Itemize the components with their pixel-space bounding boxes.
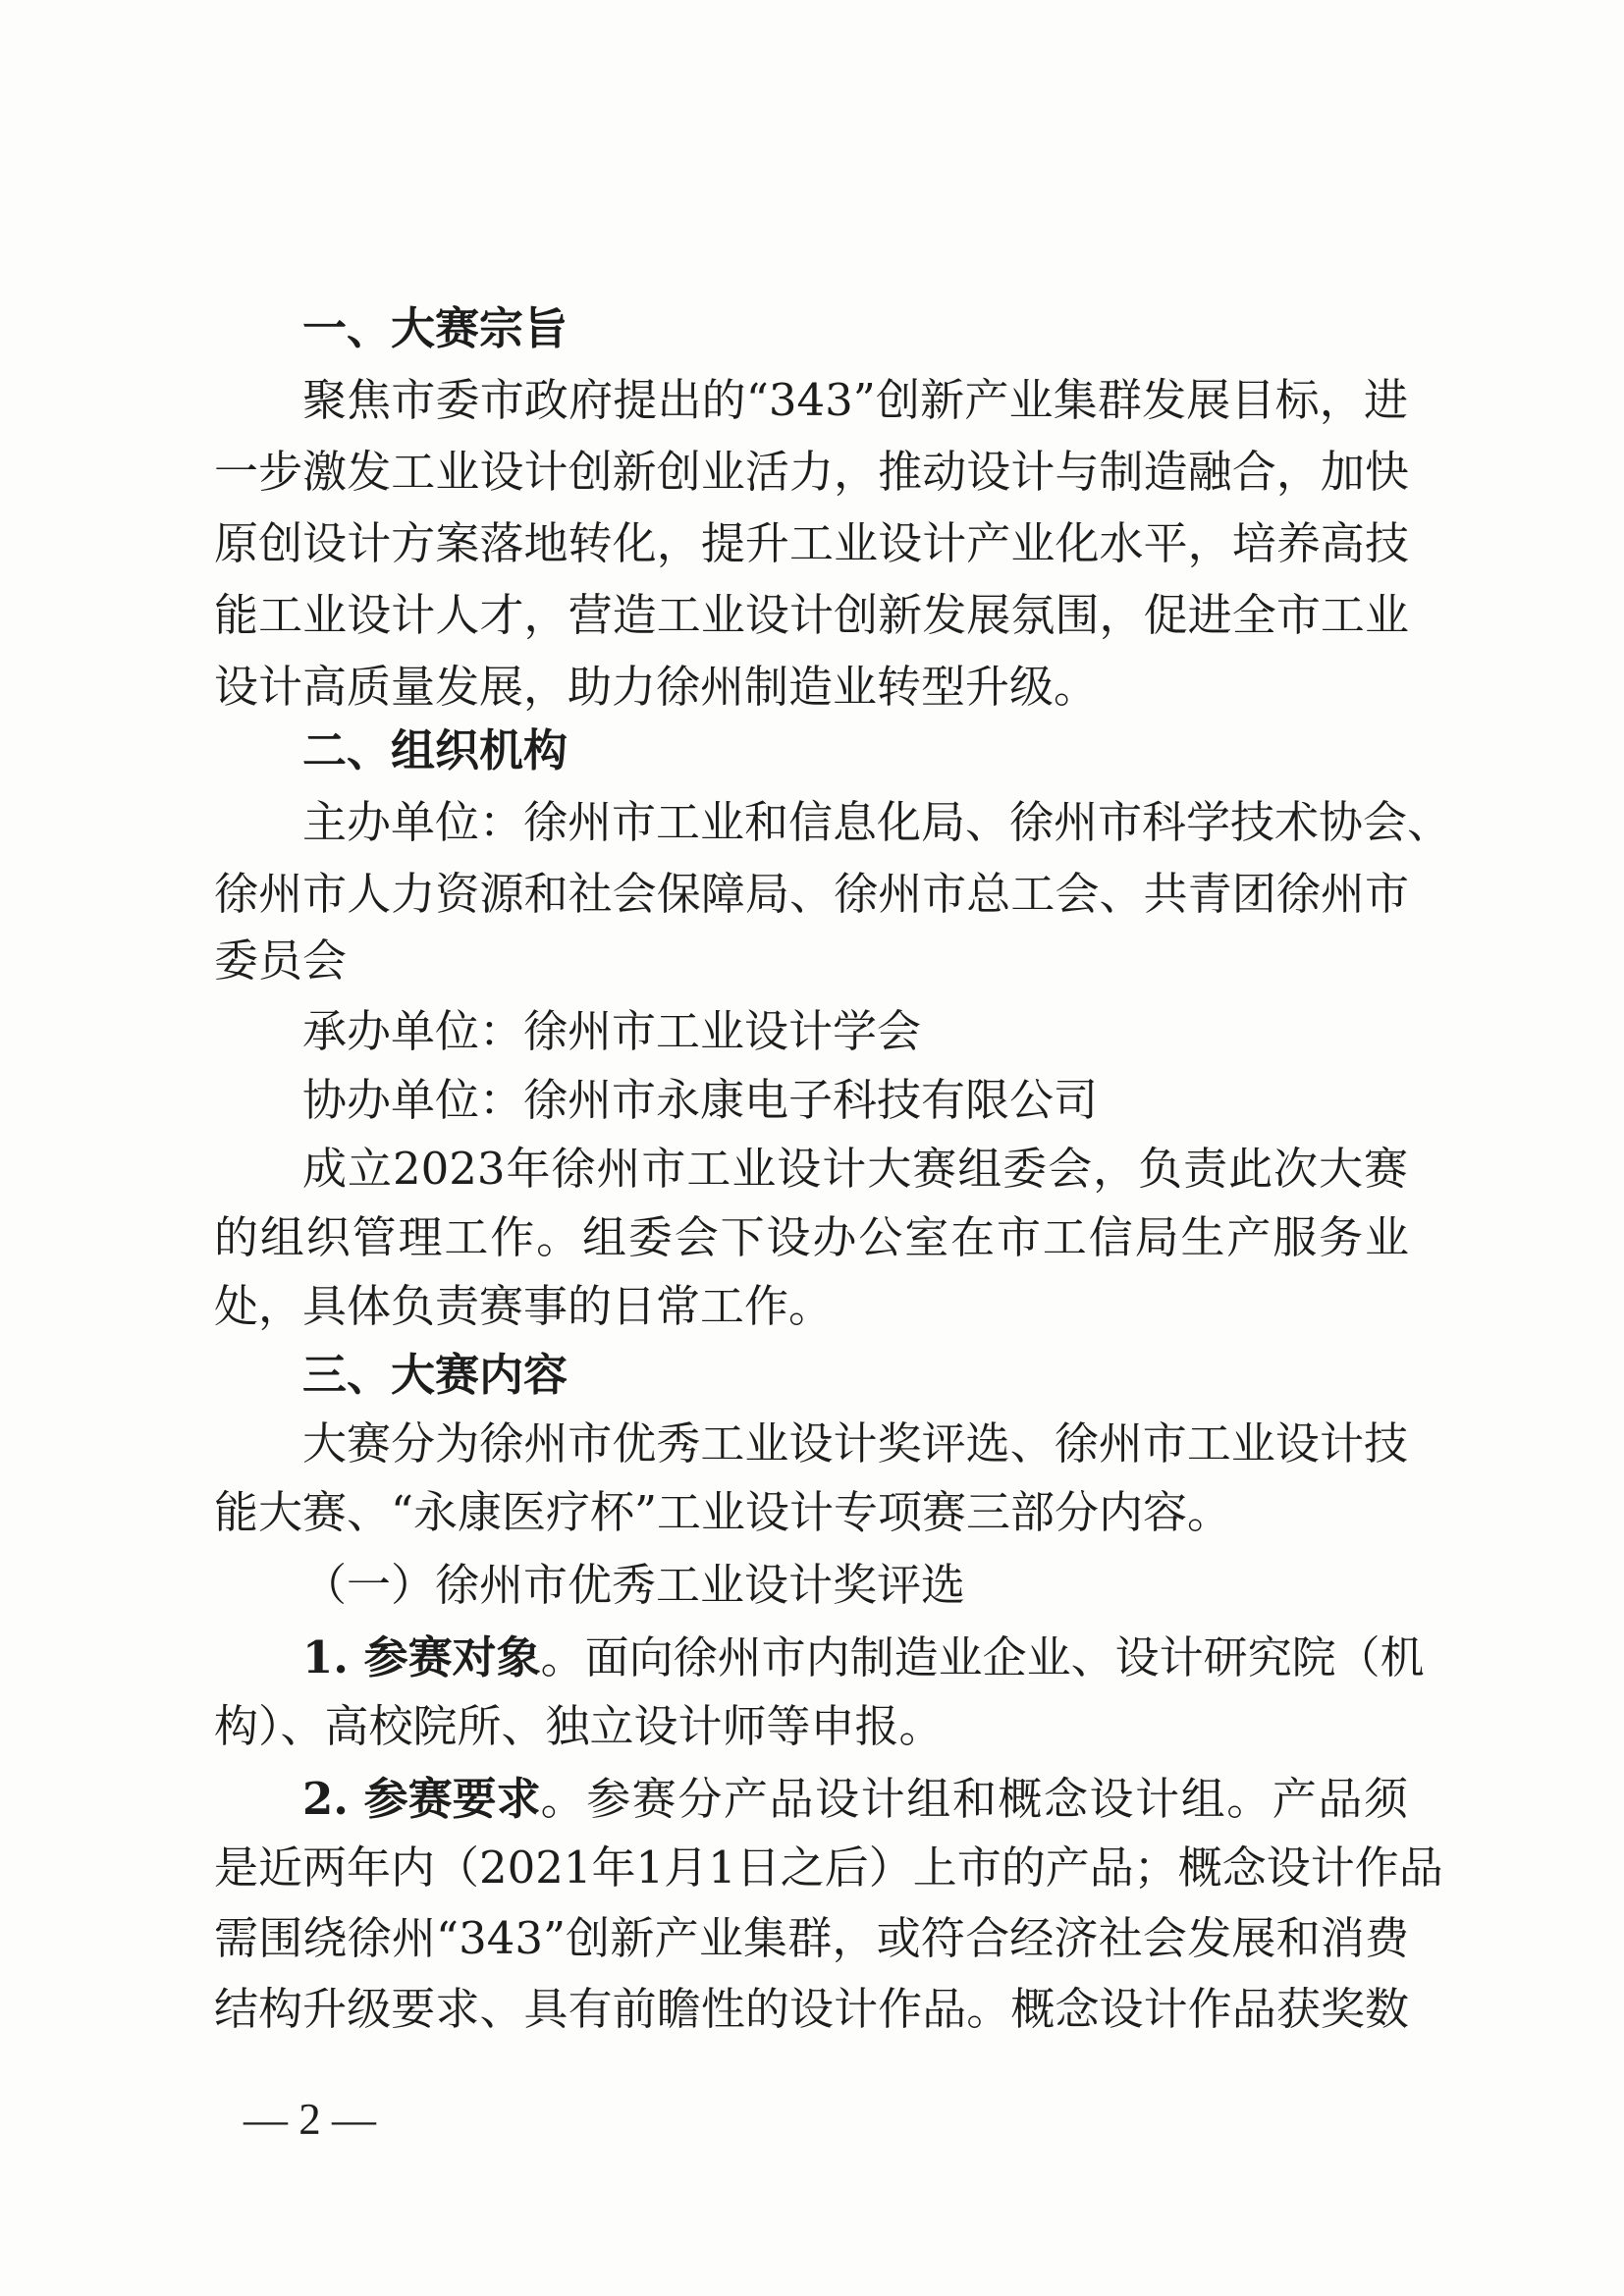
paragraph-line: 能工业设计人才，营造工业设计创新发展氛围，促进全市工业 <box>214 589 1409 641</box>
item-label: 1. 参赛对象 <box>302 1631 541 1683</box>
item-label: 2. 参赛要求 <box>302 1773 541 1825</box>
paragraph-line: 协办单位：徐州市永康电子科技有限公司 <box>302 1074 1099 1126</box>
paragraph-line: 一步激发工业设计创新创业活力，推动设计与制造融合，加快 <box>214 446 1409 498</box>
paragraph-line: 需围绕徐州“343”创新产业集群，或符合经济社会发展和消费 <box>214 1912 1409 1964</box>
paragraph-line: 主办单位：徐州市工业和信息化局、徐州市科学技术协会、 <box>302 796 1452 848</box>
item-text: 。参赛分产品设计组和概念设计组。产品须 <box>540 1773 1408 1825</box>
paragraph-line: 处，具体负责赛事的日常工作。 <box>214 1280 834 1332</box>
paragraph-line: 的组织管理工作。组委会下设办公室在市工信局生产服务业 <box>214 1211 1409 1263</box>
paragraph-line: 徐州市人力资源和社会保障局、徐州市总工会、共青团徐州市 <box>214 868 1409 920</box>
paragraph-line: 原创设计方案落地转化，提升工业设计产业化水平，培养高技 <box>214 517 1409 569</box>
paragraph-line: 成立2023年徐州市工业设计大赛组委会，负责此次大赛 <box>302 1143 1408 1195</box>
page-number: — 2 — <box>244 2095 376 2144</box>
paragraph-line: 大赛分为徐州市优秀工业设计奖评选、徐州市工业设计技 <box>302 1417 1408 1469</box>
item-text: 。面向徐州市内制造业企业、设计研究院（机 <box>540 1631 1425 1683</box>
section-heading: 二、组织机构 <box>302 724 568 776</box>
section-heading: 三、大赛内容 <box>302 1349 568 1401</box>
item-line <box>0 1765 1624 1834</box>
section-heading: 一、大赛宗旨 <box>302 302 568 354</box>
paragraph-line: 委员会 <box>214 934 348 987</box>
paragraph-line: 结构升级要求、具有前瞻性的设计作品。概念设计作品获奖数 <box>214 1983 1409 2035</box>
paragraph-line: 构）、高校院所、独立设计师等申报。 <box>214 1700 944 1752</box>
paragraph-line: 承办单位：徐州市工业设计学会 <box>302 1005 922 1057</box>
paragraph-line: 能大赛、“永康医疗杯”工业设计专项赛三部分内容。 <box>214 1486 1232 1538</box>
paragraph-line: 是近两年内（2021年1月1日之后）上市的产品；概念设计作品 <box>214 1842 1443 1894</box>
subsection-heading: （一）徐州市优秀工业设计奖评选 <box>302 1559 966 1611</box>
paragraph-line: 设计高质量发展，助力徐州制造业转型升级。 <box>214 661 1099 713</box>
item-line <box>0 1624 1624 1692</box>
paragraph-line: 聚焦市委市政府提出的“343”创新产业集群发展目标，进 <box>302 374 1408 426</box>
